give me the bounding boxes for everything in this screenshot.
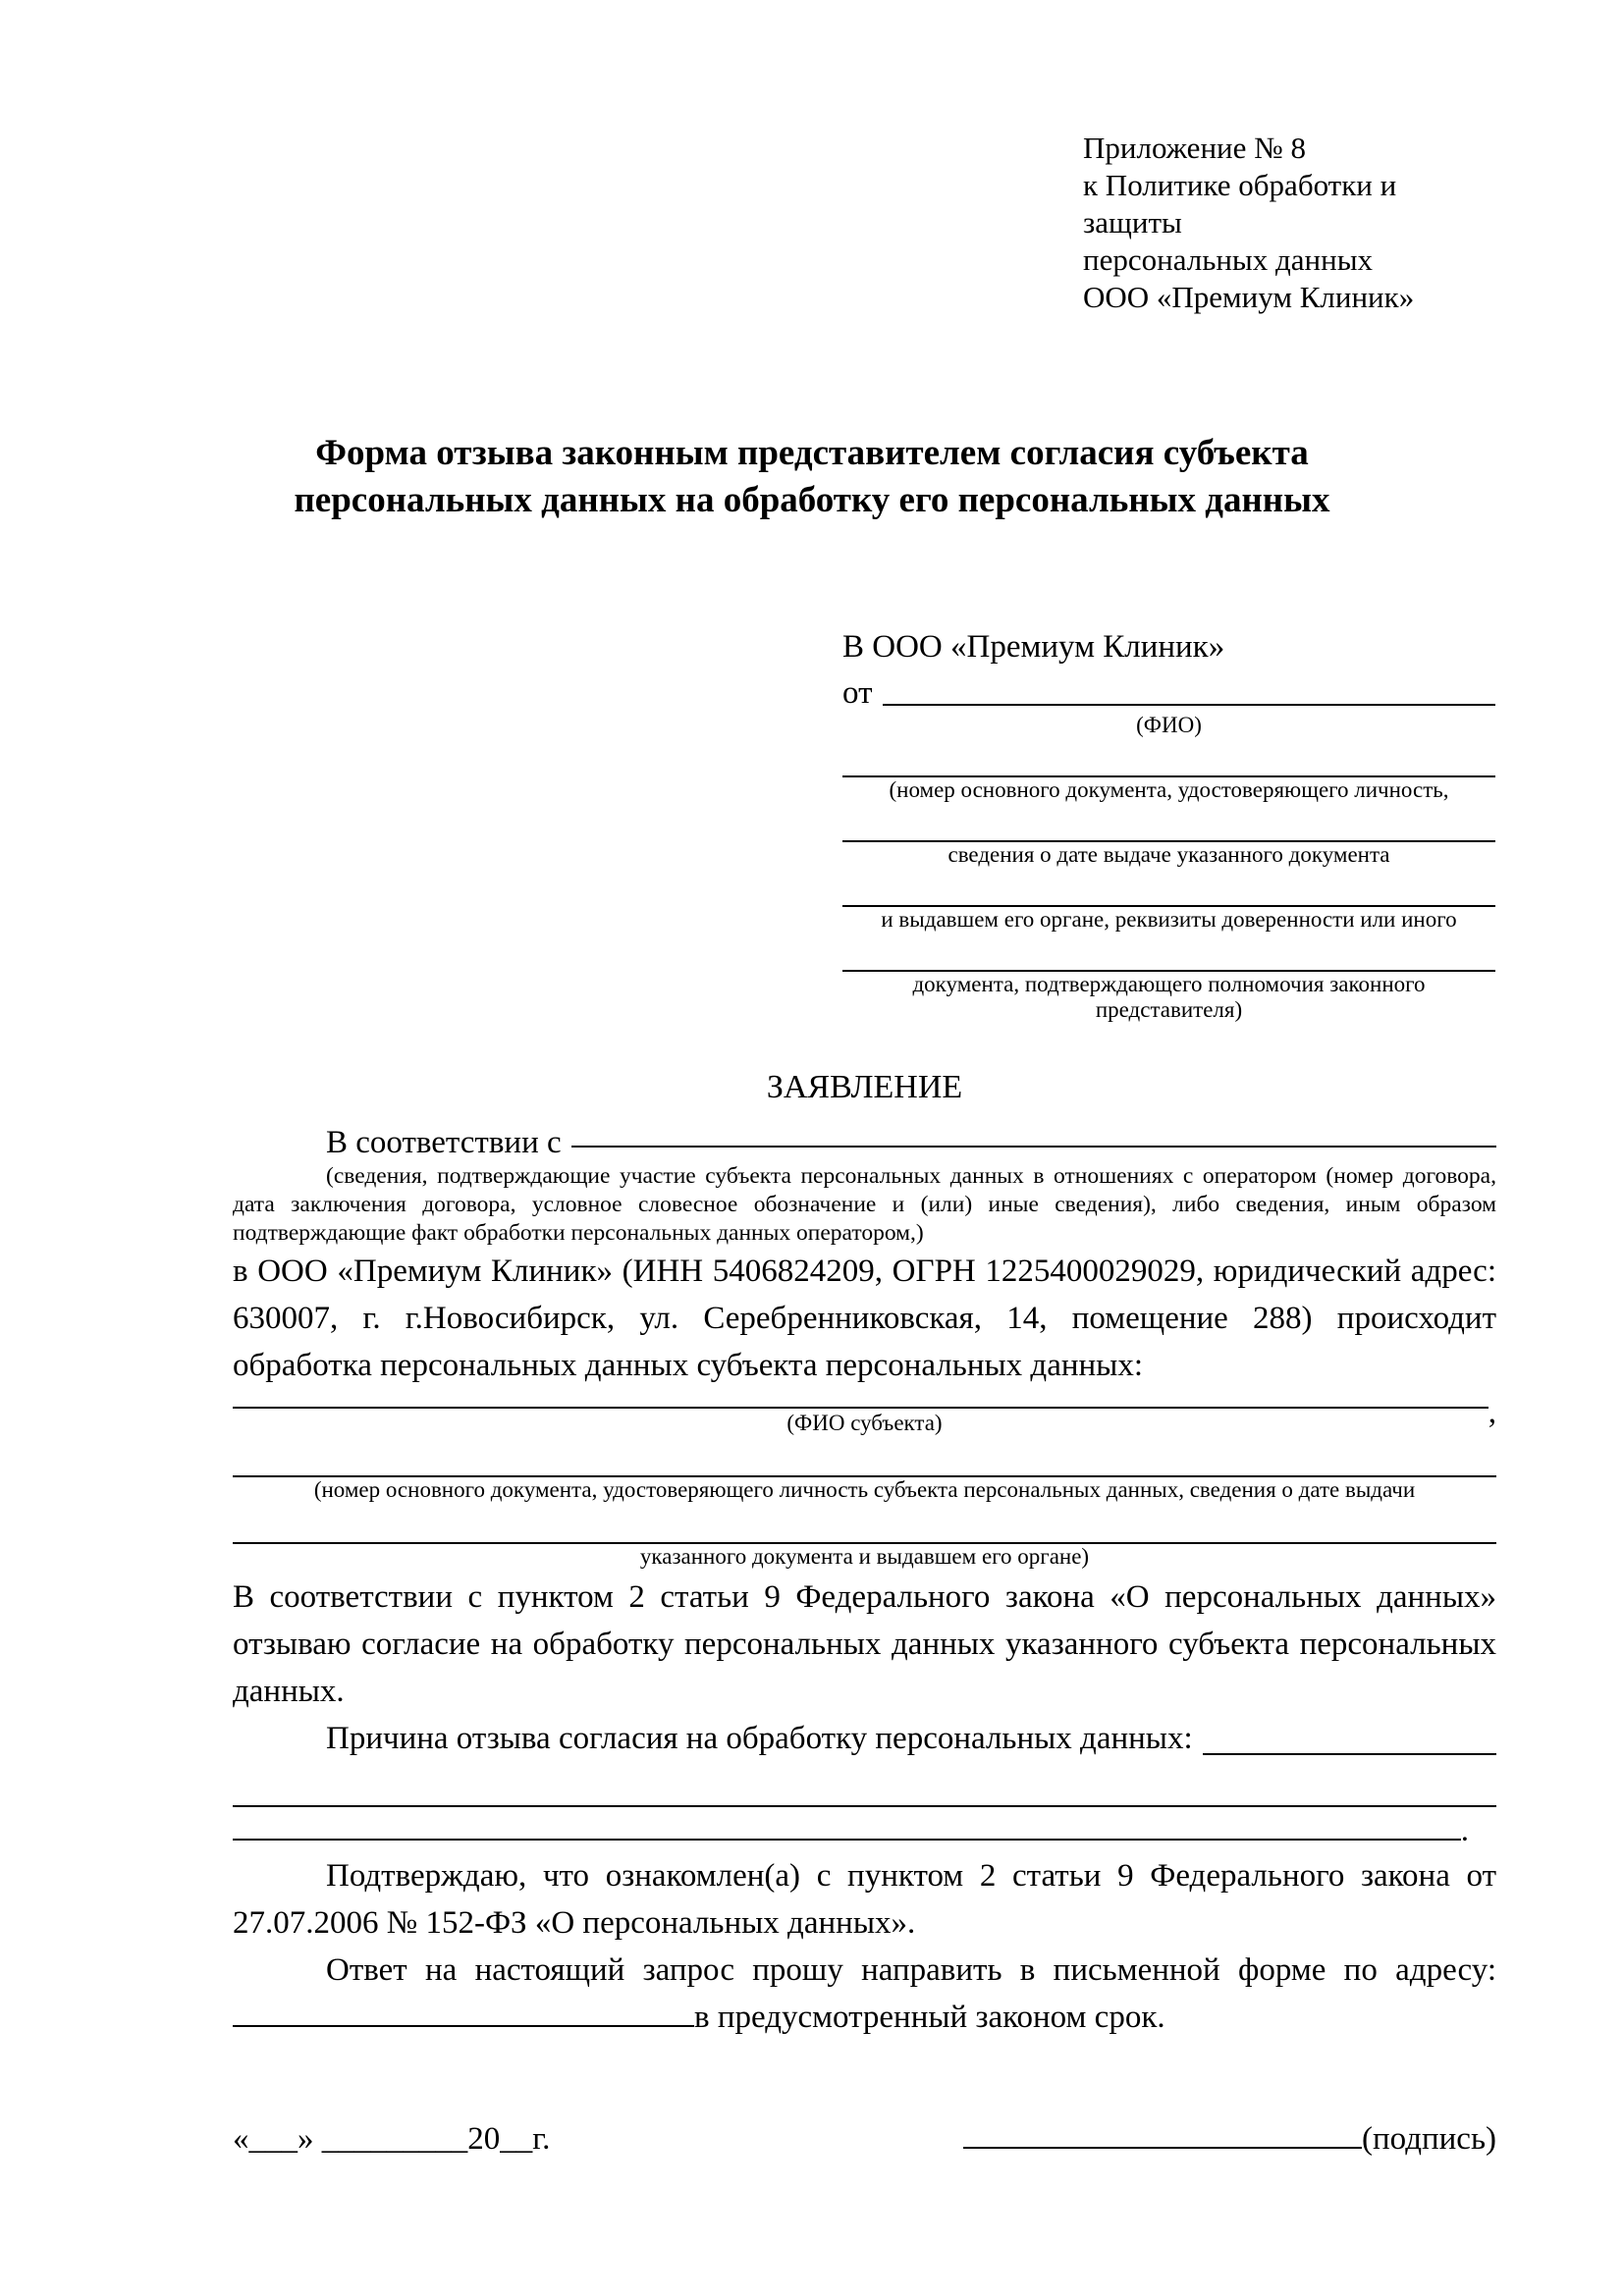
- trailing-period: .: [1460, 1813, 1469, 1848]
- document-title-line: Форма отзыва законным представителем согласия субъекта: [315, 433, 1309, 473]
- document-title-line: персональных данных на обработку его персональных данных: [294, 480, 1330, 520]
- doc-issue-date-input-line[interactable]: [842, 803, 1495, 842]
- signature-group: [963, 2115, 1496, 2163]
- reason-continuation-line-1[interactable]: [233, 1762, 1496, 1807]
- representative-doc-number-input-line[interactable]: [842, 738, 1495, 777]
- authority-doc-input-line[interactable]: [842, 933, 1495, 972]
- reason-continuation-row: [233, 1807, 1496, 1848]
- signature-caption: (подпись): [1362, 2121, 1496, 2157]
- subject-doc-issuer-input-line[interactable]: [233, 1503, 1496, 1544]
- signature-input-line[interactable]: [963, 2147, 1362, 2149]
- reason-row: [233, 1715, 1496, 1762]
- reason-input-line[interactable]: [1203, 1715, 1496, 1755]
- authority-doc-caption: документа, подтверждающего полномочия законного представителя): [912, 972, 1426, 1022]
- document-content: [233, 130, 1496, 2163]
- representative-fio-input-line[interactable]: [883, 669, 1496, 706]
- date-fill-in[interactable]: «___» _________20__г.: [233, 2121, 551, 2157]
- operator-paragraph: в ООО «Премиум Клиник» (ИНН 5406824209, ОГРН 1225400029029, юридический адрес: 630007, г. г.Новосибирск, ул. Серебренниковская, 14, помещение 288) происходит обработка персональных данных субъекта персональных данных:: [233, 1254, 1496, 1383]
- subject-fio-caption: (ФИО субъекта): [786, 1411, 943, 1435]
- doc-issue-date-caption: сведения о дате выдаче указанного документа: [947, 842, 1390, 867]
- addressee-block: [842, 624, 1495, 1023]
- appendix-header: [1083, 130, 1496, 316]
- doc-issuer-input-line[interactable]: [842, 868, 1495, 907]
- reason-continuation-line-2[interactable]: [233, 1807, 1461, 1841]
- reply-prefix: Ответ на настоящий запрос прошу направить в письменной форме по адресу:: [326, 1952, 1496, 1988]
- footer-row: [233, 2115, 1496, 2163]
- from-row: [842, 669, 1495, 713]
- appendix-header-line: персональных данных: [1083, 242, 1374, 277]
- subject-doc-caption-2: указанного документа и выдавшем его органе): [639, 1544, 1090, 1569]
- intro-caption: (сведения, подтверждающие участие субъекта персональных данных в отношениях с оператором (номер договора, дата заключения договора, условное словесное обозначение и (или) иные сведения), либо сведения, иным образом подтверждающие факт обработки персональных данных оператором,): [233, 1163, 1496, 1246]
- doc-number-caption: (номер основного документа, удостоверяющего личность,: [889, 777, 1449, 802]
- appendix-header-line: Приложение № 8: [1083, 131, 1306, 165]
- subject-doc-number-input-line[interactable]: [233, 1436, 1496, 1477]
- confirm-paragraph: Подтверждаю, что ознакомлен(а) с пунктом 2 статьи 9 Федерального закона от 27.07.2006 № 152-ФЗ «О персональных данных».: [233, 1858, 1496, 1941]
- intro-prefix: В соответствии с: [326, 1125, 562, 1160]
- reply-paragraph: [233, 1947, 1496, 2041]
- appendix-header-line: к Политике обработки и защиты: [1083, 168, 1397, 240]
- reply-suffix: в предусмотренный законом срок.: [694, 2000, 1165, 2035]
- addressee-organization: В ООО «Премиум Клиник»: [842, 629, 1225, 665]
- doc-issuer-caption: и выдавшем его органе, реквизиты доверенности или иного: [881, 907, 1457, 932]
- reason-label: Причина отзыва согласия на обработку персональных данных:: [326, 1721, 1193, 1756]
- from-label: от: [842, 675, 873, 711]
- appendix-header-line: ООО «Премиум Клиник»: [1083, 280, 1415, 314]
- relation-details-input-line[interactable]: [571, 1119, 1496, 1148]
- statement-heading: ЗАЯВЛЕНИЕ: [766, 1069, 963, 1105]
- intro-row: [233, 1119, 1496, 1160]
- trailing-comma: ,: [1488, 1395, 1496, 1430]
- document-title: [0, 430, 1624, 524]
- subject-fio-input-line[interactable]: [233, 1389, 1489, 1409]
- subject-doc-caption-1: (номер основного документа, удостоверяющего личность субъекта персональных данных, сведения о дате выдачи: [313, 1477, 1416, 1502]
- withdrawal-paragraph: В соответствии с пунктом 2 статьи 9 Федерального закона «О персональных данных» отзываю согласие на обработку персональных данных указанного субъекта персональных данных.: [233, 1579, 1496, 1709]
- reply-address-input-line[interactable]: [233, 2025, 694, 2027]
- fio-caption: (ФИО): [1136, 713, 1202, 737]
